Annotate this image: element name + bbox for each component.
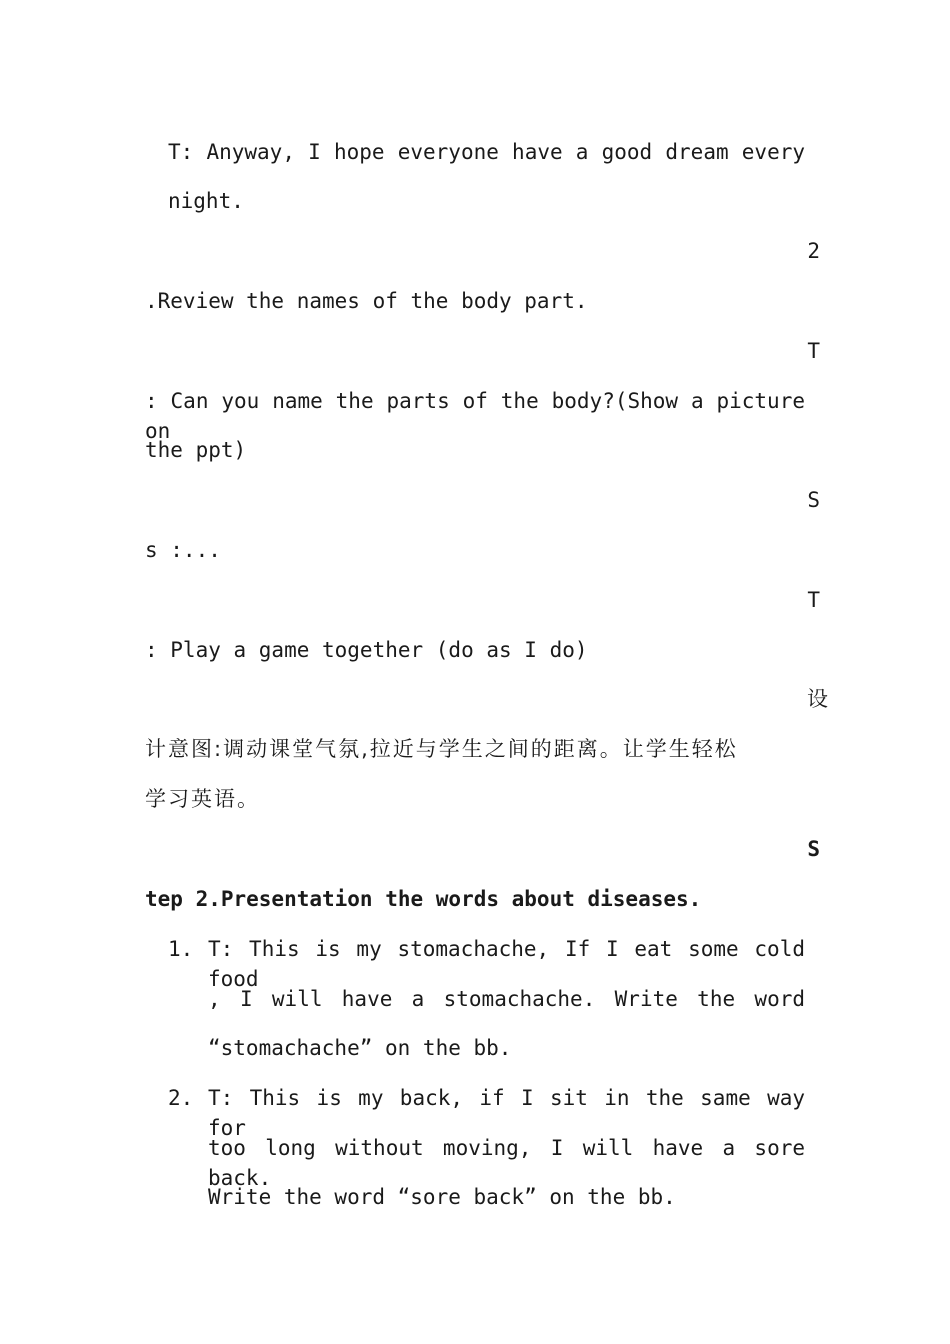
list-item-line: T: This is my back, if I sit in the same way for bbox=[208, 1086, 805, 1140]
dialog-line: s :... bbox=[145, 538, 221, 562]
list-item-line: “stomachache” on the bb. bbox=[208, 1036, 512, 1060]
design-intent-text: 学习英语。 bbox=[145, 787, 260, 811]
dialog-line: : Play a game together (do as I do) bbox=[145, 638, 588, 662]
step-heading: tep 2.Presentation the words about diseases. bbox=[145, 887, 702, 911]
speaker-initial: T bbox=[807, 339, 820, 363]
list-item-number: 2. bbox=[168, 1086, 194, 1110]
dialog-line: : Can you name the parts of the body?(Show a picture on bbox=[145, 389, 805, 443]
speaker-initial: S bbox=[807, 488, 820, 512]
dialog-line: night. bbox=[168, 189, 244, 213]
step-initial: S bbox=[807, 837, 820, 861]
list-item-line: Write the word “sore back” on the bb. bbox=[208, 1185, 676, 1209]
section-heading: .Review the names of the body part. bbox=[145, 289, 588, 313]
design-intent-initial: 设 bbox=[807, 687, 830, 711]
section-number: 2 bbox=[807, 239, 820, 263]
design-intent-text: 计意图:调动课堂气氛,拉近与学生之间的距离。让学生轻松 bbox=[145, 737, 738, 761]
list-item-line: T: This is my stomachache, If I eat some cold food bbox=[208, 937, 805, 991]
list-item-line: , I will have a stomachache. Write the word bbox=[208, 987, 805, 1011]
dialog-line: T: Anyway, I hope everyone have a good dream every bbox=[168, 140, 805, 164]
list-item-line: too long without moving, I will have a sore back. bbox=[208, 1136, 805, 1190]
list-item-number: 1. bbox=[168, 937, 194, 961]
dialog-line: the ppt) bbox=[145, 438, 247, 462]
speaker-initial: T bbox=[807, 588, 820, 612]
